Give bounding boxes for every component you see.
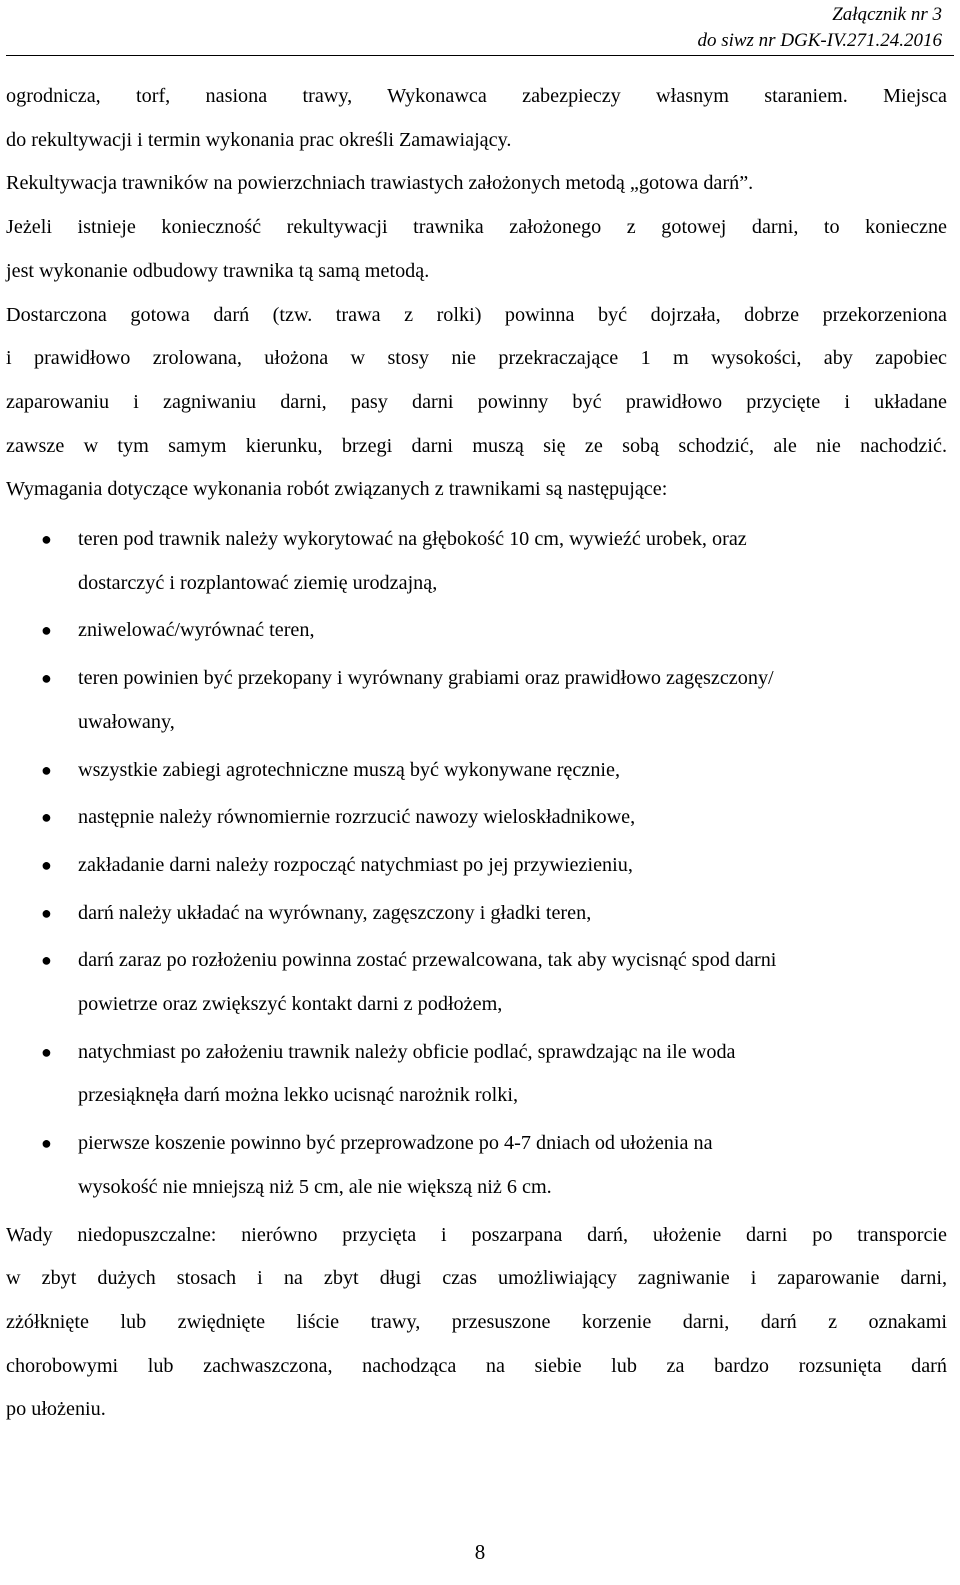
list-item: [6, 844, 947, 888]
list-item-text: przesiąknęła darń można lekko ucisnąć narożnik rolki,: [78, 1084, 519, 1107]
bullet-icon: ●: [41, 854, 52, 875]
reference-number: do siwz nr DGK-IV.271.24.2016: [697, 30, 942, 51]
list-item-text: następnie należy równomiernie rozrzucić nawozy wieloskładnikowe,: [78, 806, 636, 829]
page-number: 8: [474, 1540, 486, 1564]
defects-paragraph: [6, 1214, 947, 1433]
text-line: po ułożeniu.: [6, 1398, 106, 1421]
list-item-text: wysokość nie mniejszą niż 5 cm, ale nie większą niż 6 cm.: [78, 1175, 552, 1198]
list-item: [6, 518, 947, 605]
list-item-text: zniwelować/wyrównać teren,: [78, 619, 315, 642]
text-line: Rekultywacja trawników na powierzchniach trawiastych założonych metodą „gotowa darń”.: [6, 172, 754, 195]
text-line: zawsze w tym samym kierunku, brzegi darni muszą się ze sobą schodzić, ale nie nachodzić.: [6, 434, 947, 457]
text-line: zaparowaniu i zagniwaniu darni, pasy darni powinny być prawidłowo przycięte i układane: [6, 390, 947, 413]
bullet-icon: ●: [41, 902, 52, 923]
text-line: i prawidłowo zrolowana, ułożona w stosy nie przekraczające 1 m wysokości, aby zapobiec: [6, 347, 947, 370]
list-item-text: natychmiast po założeniu trawnik należy obficie podlać, sprawdzając na ile woda: [78, 1040, 736, 1063]
document-body: [6, 75, 947, 1432]
text-line: Wymagania dotyczące wykonania robót związanych z trawnikami są następujące:: [6, 478, 668, 501]
bullet-icon: ●: [41, 529, 52, 550]
bullet-icon: ●: [41, 950, 52, 971]
list-item: [6, 749, 947, 793]
list-item: [6, 892, 947, 936]
list-item: [6, 939, 947, 1026]
intro-paragraph: [6, 75, 947, 512]
list-item-text: powietrze oraz zwiększyć kontakt darni z podłożem,: [78, 993, 503, 1016]
text-line: chorobowymi lub zachwaszczona, nachodząca na siebie lub za bardzo rozsunięta darń: [6, 1354, 947, 1377]
bullet-icon: ●: [41, 807, 52, 828]
list-item: [6, 1031, 947, 1118]
list-item-text: uwałowany,: [78, 710, 175, 733]
text-line: Wady niedopuszczalne: nierówno przycięta i poszarpana darń, ułożenie darni po transporcie: [6, 1223, 947, 1246]
header-divider: [6, 55, 954, 56]
text-line: w zbyt dużych stosach i na zbyt długi czas umożliwiający zagniwanie i zaparowanie darni,: [6, 1267, 947, 1290]
list-item-text: teren powinien być przekopany i wyrównany grabiami oraz prawidłowo zagęszczony/: [78, 667, 774, 690]
list-item-text: zakładanie darni należy rozpocząć natychmiast po jej przywiezieniu,: [78, 853, 633, 876]
text-line: do rekultywacji i termin wykonania prac określi Zamawiający.: [6, 128, 512, 151]
text-line: ogrodnicza, torf, nasiona trawy, Wykonawca zabezpieczy własnym staraniem. Miejsca: [6, 85, 947, 107]
bullet-icon: ●: [41, 759, 52, 780]
bullet-icon: ●: [41, 1041, 52, 1062]
requirements-list: [6, 518, 947, 1210]
text-line: jest wykonanie odbudowy trawnika tą samą metodą.: [6, 259, 430, 282]
list-item: [6, 609, 947, 653]
list-item-text: pierwsze koszenie powinno być przeprowadzone po 4-7 dniach od ułożenia na: [78, 1132, 713, 1155]
list-item-text: teren pod trawnik należy wykorytować na głębokość 10 cm, wywieźć urobek, oraz: [78, 528, 747, 551]
page-header: [697, 2, 942, 54]
bullet-icon: ●: [41, 620, 52, 641]
list-item: [6, 657, 947, 744]
text-line: Dostarczona gotowa darń (tzw. trawa z rolki) powinna być dojrzała, dobrze przekorzeniona: [6, 303, 947, 326]
list-item: [6, 796, 947, 840]
list-item: [6, 1122, 947, 1209]
text-line: Jeżeli istnieje konieczność rekultywacji trawnika założonego z gotowej darni, to konieczne: [6, 216, 947, 239]
list-item-text: darń zaraz po rozłożeniu powinna zostać przewalcowana, tak aby wycisnąć spod darni: [78, 949, 777, 972]
list-item-text: darń należy układać na wyrównany, zagęszczony i gładki teren,: [78, 901, 592, 924]
list-item-text: dostarczyć i rozplantować ziemię urodzajną,: [78, 571, 438, 594]
bullet-icon: ●: [41, 668, 52, 689]
text-line: zżółknięte lub zwiędnięte liście trawy, przesuszone korzenie darni, darń z oznakami: [6, 1310, 947, 1333]
bullet-icon: ●: [41, 1133, 52, 1154]
attachment-label: Załącznik nr 3: [832, 4, 942, 25]
list-item-text: wszystkie zabiegi agrotechniczne muszą być wykonywane ręcznie,: [78, 758, 621, 781]
